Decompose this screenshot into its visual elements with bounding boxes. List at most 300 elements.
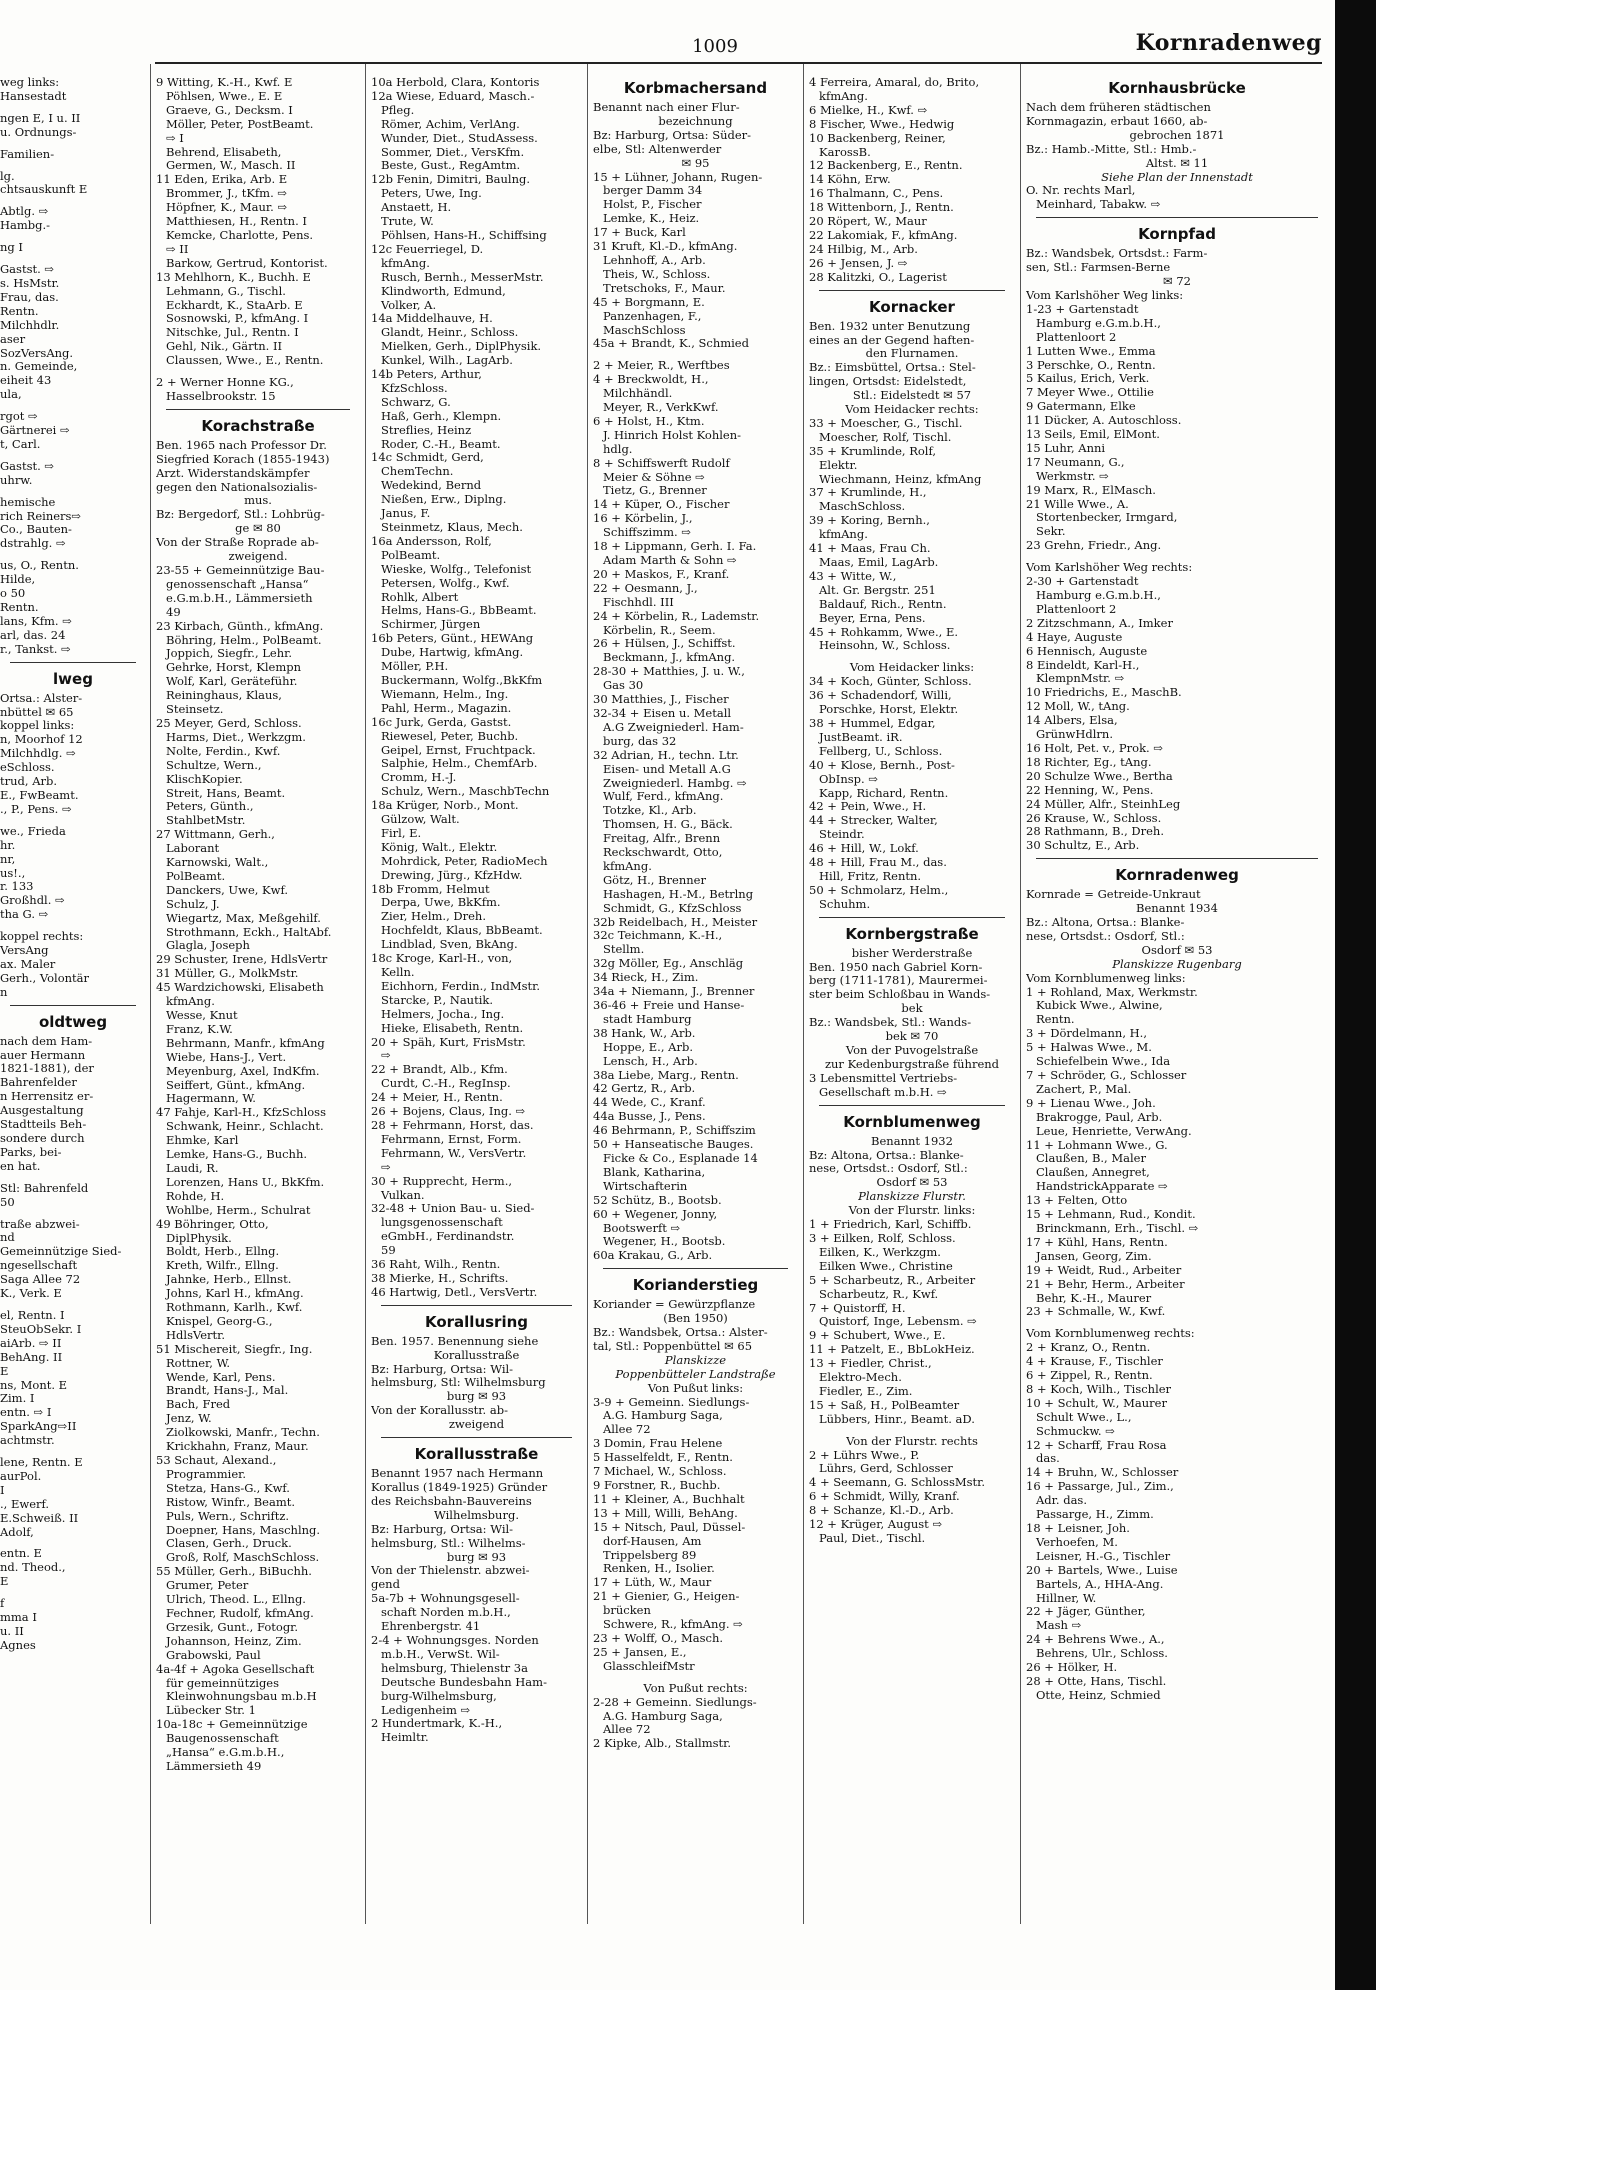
resident-line: Helmers, Jocha., Ing. <box>381 1007 505 1021</box>
spacer <box>0 233 146 241</box>
entry-line: 1821-1881), der <box>0 1062 94 1076</box>
street-note: Vom Heidacker links: <box>849 661 975 675</box>
entry-line: 6 + Schmidt, Willy, Kranf. <box>809 1490 960 1504</box>
entry-line: Ben. 1950 nach Gabriel Korn- <box>809 960 983 974</box>
page-edge-shadow <box>1335 0 1376 1990</box>
entry-line: 20 + Bartels, Wwe., Luise <box>1026 1563 1178 1577</box>
resident-line: Mielken, Gerh., DiplPhysik. <box>381 340 542 354</box>
entry-line: 38 Hank, W., Arb. <box>593 1026 696 1040</box>
entry-line: Gärtnerei ⇨ <box>0 424 70 438</box>
entry-line: 12 + Scharff, Frau Rosa <box>1026 1438 1167 1452</box>
resident-line: Schwank, Heinr., Schlacht. <box>166 1120 324 1134</box>
entry-line: 22 + Oesmann, J., <box>593 581 698 595</box>
entry-line: VersAng <box>0 944 49 958</box>
resident-line: Zachert, P., Mal. <box>1036 1082 1132 1096</box>
entry-line: Bz: Altona, Ortsa.: Blanke- <box>809 1148 964 1162</box>
resident-line: Bach, Fred <box>166 1398 231 1412</box>
resident-line: ⇨ II <box>166 242 189 256</box>
entry-line: 11 + Patzelt, E., BbLokHeiz. <box>809 1343 975 1357</box>
entry-line: 34 Rieck, H., Zim. <box>593 971 699 985</box>
entry-line: 17 + Buck, Karl <box>593 226 686 240</box>
resident-line: Hamburg e.G.m.b.H., <box>1036 316 1161 330</box>
resident-line: Ehrenbergstr. 41 <box>381 1620 481 1634</box>
entry-line: Bahrenfelder <box>0 1076 77 1090</box>
entry-line: 31 Müller, G., MolkMstr. <box>156 967 299 981</box>
resident-line: Meier & Söhne ⇨ <box>603 470 705 484</box>
entry-line: 12 Backenberg, E., Rentn. <box>809 159 963 173</box>
entry-line: Bz: Harburg, Ortsa: Wil- <box>371 1362 514 1376</box>
entry-line: Großhdl. ⇨ <box>0 894 65 908</box>
entry-line: 51 Mischereit, Siegfr., Ing. <box>156 1342 313 1356</box>
resident-line: Derpa, Uwe, BkKfm. <box>381 896 501 910</box>
resident-line: Karnowski, Walt., <box>166 856 269 870</box>
entry-line: 55 Müller, Gerh., BiBuchh. <box>156 1565 312 1579</box>
entry-line: 14c Schmidt, Gerd, <box>371 451 484 465</box>
resident-line: KfzSchloss. <box>381 381 448 395</box>
entry-line: 23 + Wolff, O., Masch. <box>593 1631 724 1645</box>
spacer <box>1026 1319 1328 1327</box>
resident-line: Schuhm. <box>819 897 871 911</box>
entry-line: 46 + Hill, W., Lokf. <box>809 842 919 856</box>
entry-line: Hansestadt <box>0 89 67 103</box>
map-reference: Planskizze <box>664 1353 727 1367</box>
entry-line: 32b Reidelbach, H., Meister <box>593 915 758 929</box>
entry-line: eiheit 43 <box>0 374 52 388</box>
entry-line: elbe, Stl: Altenwerder <box>593 142 722 156</box>
entry-line: Nach dem früheren städtischen <box>1026 101 1211 114</box>
resident-line: Adr. das. <box>1036 1494 1087 1508</box>
map-reference: Planskizze Rugenbarg <box>1112 957 1242 971</box>
entry-line: lg. <box>0 169 15 183</box>
resident-line: lungsgenossenschaft <box>381 1216 503 1230</box>
entry-line: 2-4 + Wohnungsges. Norden <box>371 1633 539 1647</box>
entry-line: 18 Richter, Eg., tAng. <box>1026 755 1152 769</box>
entry-line: 33 + Moescher, G., Tischl. <box>809 416 963 430</box>
resident-line: Maas, Emil, LagArb. <box>819 556 939 569</box>
entry-line: 14b Peters, Arthur, <box>371 368 482 382</box>
entry-line: mma I <box>0 1611 37 1625</box>
entry-line: 3-9 + Gemeinn. Siedlungs- <box>593 1395 750 1409</box>
street-heading: lweg <box>53 669 93 688</box>
entry-line: 12 + Krüger, August ⇨ <box>809 1518 943 1532</box>
street-note: Von der Puvogelstraße <box>845 1044 979 1057</box>
entry-line: Von der Korallusstr. ab- <box>371 1404 508 1418</box>
resident-line: Reckschwardt, Otto, <box>603 846 723 860</box>
entry-line: 10a Herbold, Clara, Kontoris <box>371 76 540 89</box>
entry-line: Frau, das. <box>0 290 59 304</box>
resident-line: DiplPhysik. <box>166 1231 232 1245</box>
section-rule <box>166 409 350 410</box>
entry-line: 16 Thalmann, C., Pens. <box>809 187 944 201</box>
entry-line: Milchhdlr. <box>0 318 60 332</box>
entry-line: 3 Perschke, O., Rentn. <box>1026 358 1156 372</box>
entry-line: hr. <box>0 838 16 852</box>
entry-line: E <box>0 1575 9 1589</box>
entry-line: 60a Krakau, G., Arb. <box>593 1249 713 1263</box>
entry-line: SteuObSekr. I <box>0 1322 82 1336</box>
street-note: Korallusstraße <box>433 1348 520 1362</box>
resident-line: Rusch, Bernh., MesserMstr. <box>381 270 544 284</box>
entry-line: rgot ⇨ <box>0 410 38 424</box>
entry-line: 11 + Lohmann Wwe., G. <box>1026 1138 1168 1152</box>
resident-line: Nießen, Erw., Diplng. <box>381 493 507 507</box>
resident-line: Pahl, Herm., Magazin. <box>381 701 512 715</box>
resident-line: Ficke & Co., Esplanade 14 <box>603 1151 758 1165</box>
entry-line: 10 Backenberg, Reiner, <box>809 131 946 145</box>
resident-line: Schirmer, Jürgen <box>381 618 481 632</box>
resident-line: eGmbH., Ferdinandstr. <box>381 1230 515 1244</box>
resident-line: Wolf, Karl, Geräteführ. <box>166 675 298 689</box>
column-rule <box>587 64 588 1924</box>
entry-line: achtmstr. <box>0 1434 55 1448</box>
map-reference: Siehe Plan der Innenstadt <box>1101 170 1253 184</box>
resident-line: Fehrmann, Ernst, Form. <box>381 1132 522 1146</box>
column-rule <box>803 64 804 1924</box>
resident-line: Totzke, Kl., Arb. <box>603 804 697 818</box>
resident-line: Lämmersieth 49 <box>166 1759 262 1773</box>
section-rule <box>1036 217 1318 218</box>
resident-line: kfmAng. <box>819 528 868 542</box>
entry-line: 22 Lakomiak, F., kfmAng. <box>809 228 958 242</box>
entry-line: Kornmagazin, erbaut 1660, ab- <box>1026 114 1208 128</box>
entry-line: us, O., Rentn. <box>0 559 79 573</box>
resident-line: Glandt, Heinr., Schloss. <box>381 326 519 340</box>
entry-line: 16 Holt, Pet. v., Prok. ⇨ <box>1026 741 1163 755</box>
entry-line: us!., <box>0 866 26 880</box>
resident-line: Plattenloort 2 <box>1036 330 1117 344</box>
resident-line: Freitag, Alfr., Brenn <box>603 832 721 846</box>
entry-line: 10a-18c + Gemeinnützige <box>156 1718 308 1732</box>
resident-line: kfmAng. <box>166 995 215 1009</box>
street-note: ✉ 95 <box>681 156 710 170</box>
entry-line: 13 Mehlhorn, K., Buchh. E <box>156 270 311 284</box>
resident-line: Geipel, Ernst, Fruchtpack. <box>381 743 536 757</box>
entry-line: auer Hermann <box>0 1048 86 1062</box>
entry-line: Vom Karlshöher Weg rechts: <box>1026 561 1193 575</box>
resident-line: das. <box>1036 1452 1060 1466</box>
resident-line: Barkow, Gertrud, Kontorist. <box>166 256 328 270</box>
resident-line: Clasen, Gerh., Druck. <box>166 1537 292 1551</box>
entry-line: s. HsMstr. <box>0 276 60 290</box>
entry-line: Bz.: Wandsbek, Ortsa.: Alster- <box>593 1326 768 1340</box>
resident-line: JustBeamt. iR. <box>819 730 903 744</box>
entry-line: 25 + Jansen, E., <box>593 1645 687 1659</box>
resident-line: Werkmstr. ⇨ <box>1036 469 1109 483</box>
spacer <box>0 104 146 112</box>
entry-line: 31 Kruft, Kl.-D., kfmAng. <box>593 240 738 254</box>
entry-line: 6 + Zippel, R., Rentn. <box>1026 1369 1153 1383</box>
entry-line: 32g Möller, Eg., Anschläg <box>593 957 744 971</box>
entry-line: 22 + Jäger, Günther, <box>1026 1605 1146 1619</box>
resident-line: Steinmetz, Klaus, Mech. <box>381 521 523 534</box>
entry-line: 11 Dücker, A. Autoschloss. <box>1026 414 1182 428</box>
entry-line: 28 Kalitzki, O., Lagerist <box>809 270 947 284</box>
entry-line: 20 + Maskos, F., Kranf. <box>593 567 730 581</box>
entry-line: nbüttel ✉ 65 <box>0 705 74 719</box>
resident-line: Hoppe, E., Arb. <box>603 1040 693 1054</box>
resident-line: Nitschke, Jul., Rentn. I <box>166 326 299 340</box>
entry-line: n. Gemeinde, <box>0 360 78 374</box>
entry-line: ng I <box>0 241 23 255</box>
street-note: Benannt 1932 <box>871 1134 953 1148</box>
resident-line: Möller, P.H. <box>381 660 449 674</box>
resident-line: König, Walt., Elektr. <box>381 840 498 854</box>
entry-line: Co., Bauten- <box>0 523 72 537</box>
entry-line: 2 + Kranz, O., Rentn. <box>1026 1341 1151 1355</box>
resident-line: Leisner, H.-G., Tischler <box>1036 1549 1171 1563</box>
resident-line: Hochfeldt, Klaus, BbBeamt. <box>381 924 543 938</box>
entry-line: 32-34 + Eisen u. Metall <box>593 706 732 720</box>
entry-line: Bz.: Wandsbek, Ortsdst.: Farm- <box>1026 247 1208 261</box>
resident-line: Körbelin, R., Seem. <box>603 623 716 637</box>
resident-line: StahlbetMstr. <box>166 814 246 828</box>
street-note: burg ✉ 93 <box>446 1390 507 1404</box>
section-rule <box>819 290 1005 291</box>
entry-line: 16b Peters, Günt., HEWAng <box>371 632 534 646</box>
resident-line: Hillner, W. <box>1036 1591 1097 1605</box>
entry-line: 44 + Strecker, Walter, <box>809 814 938 828</box>
resident-line: Moescher, Rolf, Tischl. <box>819 430 952 444</box>
resident-line: Trippelsberg 89 <box>603 1548 697 1562</box>
entry-line: 24 Müller, Alfr., SteinhLeg <box>1026 797 1181 811</box>
entry-line: 12c Feuerriegel, D. <box>371 242 484 256</box>
spacer <box>0 1174 146 1182</box>
resident-line: Rentn. <box>1036 1013 1075 1027</box>
column-6 <box>1026 76 1328 1936</box>
resident-line: Ziolkowski, Manfr., Techn. <box>166 1426 320 1440</box>
street-note: Altst. ✉ 11 <box>1145 156 1209 170</box>
resident-line: Rothmann, Karlh., Kwf. <box>166 1301 303 1315</box>
entry-line: E <box>0 1364 9 1378</box>
resident-line: Curdt, C.-H., RegInsp. <box>381 1077 511 1091</box>
resident-line: Schulz, Wern., MaschbTechn <box>381 785 550 799</box>
resident-line: Streflies, Heinz <box>381 423 472 437</box>
column-rule <box>1020 64 1021 1924</box>
entry-line: 9 Gatermann, Elke <box>1026 400 1136 414</box>
entry-line: 4 + Seemann, G. SchlossMstr. <box>809 1476 986 1490</box>
resident-line: Alt. Gr. Bergstr. 251 <box>819 583 936 597</box>
entry-line: 18 + Lippmann, Gerh. I. Fa. <box>593 540 757 554</box>
entry-line: Vom Kornblumenweg rechts: <box>1026 1327 1195 1341</box>
resident-line: KarossB. <box>819 145 871 159</box>
entry-line: 24 + Behrens Wwe., A., <box>1026 1633 1165 1647</box>
entry-line: Bz.: Wandsbek, Stl.: Wands- <box>809 1016 972 1030</box>
resident-line: Brakrogge, Paul, Arb. <box>1036 1110 1163 1124</box>
entry-line: 15 + Lühner, Johann, Rugen- <box>593 170 763 184</box>
entry-line: ula, <box>0 388 22 402</box>
resident-line: MaschSchloss. <box>819 500 906 514</box>
entry-line: 45 + Borgmann, E. <box>593 295 705 309</box>
resident-line: Helms, Hans-G., BbBeamt. <box>381 604 537 618</box>
resident-line: PolBeamt. <box>381 548 441 562</box>
resident-line: Firl, E. <box>381 826 422 840</box>
entry-line: Ben. 1965 nach Professor Dr. <box>156 438 327 452</box>
resident-line: GrünwHdlrn. <box>1036 728 1113 742</box>
entry-line: aurPol. <box>0 1469 42 1483</box>
resident-line: Cromm, H.-J. <box>381 771 457 785</box>
entry-line: Kornrade = Getreide-Unkraut <box>1026 888 1201 902</box>
resident-line: Renken, H., Isolier. <box>603 1562 715 1576</box>
entry-line: t, Carl. <box>0 437 41 451</box>
resident-line: Jenz, W. <box>166 1412 212 1426</box>
resident-line: Claussen, Wwe., E., Rentn. <box>166 354 324 368</box>
entry-line: 30 Matthies, J., Fischer <box>593 693 729 707</box>
resident-line: Theis, W., Schloss. <box>603 267 711 281</box>
resident-line: Elektro-Mech. <box>819 1371 902 1385</box>
resident-line: Jahnke, Herb., Ellnst. <box>166 1273 292 1287</box>
entry-line: 32 Adrian, H., techn. Ltr. <box>593 748 739 762</box>
resident-line: Stetza, Hans-G., Kwf. <box>166 1481 290 1495</box>
entry-line: 6 Mielke, H., Kwf. ⇨ <box>809 103 928 117</box>
column-2 <box>156 76 360 1936</box>
entry-line: 4 Haye, Auguste <box>1026 630 1123 644</box>
entry-line: 5 Hasselfeldt, F., Rentn. <box>593 1451 733 1465</box>
entry-line: 28 + Fehrmann, Horst, das. <box>371 1118 534 1132</box>
street-note: Benannt 1934 <box>1136 902 1218 916</box>
resident-line: Wieske, Wolfg., Telefonist <box>381 562 532 576</box>
entry-line: entn. E <box>0 1547 42 1561</box>
resident-line: Wiebe, Hans-J., Vert. <box>166 1050 287 1064</box>
entry-line: 2 + Werner Honne KG., <box>156 376 294 390</box>
entry-line: 42 Gertz, R., Arb. <box>593 1082 696 1096</box>
resident-line: Franz, K.W. <box>166 1022 233 1036</box>
entry-line: 28 + Otte, Hans, Tischl. <box>1026 1674 1167 1688</box>
street-note: zur Kedenburgstraße führend <box>824 1057 1000 1071</box>
spacer <box>156 368 360 376</box>
resident-line: Lehnhoff, A., Arb. <box>603 253 706 267</box>
resident-line: brücken <box>603 1604 651 1618</box>
entry-line: Vom Kornblumenweg links: <box>1026 971 1186 985</box>
section-rule <box>381 1305 572 1306</box>
entry-line: helmsburg, Stl: Wilhelmsburg <box>371 1376 546 1390</box>
resident-line: Schwarz, G. <box>381 395 451 409</box>
resident-line: Schwere, R., kfmAng. ⇨ <box>603 1618 743 1632</box>
entry-line: Bz.: Eimsbüttel, Ortsa.: Stel- <box>809 361 976 375</box>
entry-line: traße abzwei- <box>0 1217 80 1231</box>
entry-line: 38a Liebe, Marg., Rentn. <box>593 1068 739 1082</box>
entry-line: 45 + Rohkamm, Wwe., E. <box>809 625 959 639</box>
resident-line: Streit, Hans, Beamt. <box>166 786 286 800</box>
entry-line: des Reichsbahn-Bauvereins <box>371 1494 532 1508</box>
resident-line: Kunkel, Wilh., LagArb. <box>381 354 513 368</box>
spacer <box>593 351 798 359</box>
resident-line: Steindr. <box>819 828 865 842</box>
entry-line: 23 + Schmalle, W., Kwf. <box>1026 1305 1166 1319</box>
section-rule <box>1036 858 1318 859</box>
street-note: burg ✉ 93 <box>446 1550 507 1564</box>
resident-line: Janus, F. <box>381 507 431 521</box>
entry-line: 20 + Späh, Kurt, FrisMstr. <box>371 1035 526 1049</box>
spacer <box>0 488 146 496</box>
street-heading: Korachstraße <box>201 416 315 435</box>
resident-line: e.G.m.b.H., Lämmersieth <box>166 591 313 605</box>
street-heading: Kornpfad <box>1138 225 1216 244</box>
resident-line: Verhoefen, M. <box>1036 1535 1118 1549</box>
entry-line: 22 + Brandt, Alb., Kfm. <box>371 1063 508 1077</box>
resident-line: Wohlbe, Herm., Schulrat <box>166 1203 311 1217</box>
entry-line: Rentn. <box>0 601 39 614</box>
entry-line: 7 + Schröder, G., Schlosser <box>1026 1069 1187 1082</box>
map-reference: Poppenbütteler Landstraße <box>615 1367 776 1381</box>
resident-line: A.G. Hamburg Saga, <box>603 1409 723 1423</box>
street-note: bisher Werderstraße <box>851 946 973 960</box>
entry-line: 37 + Krumlinde, H., <box>809 486 927 500</box>
entry-line: 15 + Saß, H., PolBeamter <box>809 1398 960 1412</box>
resident-line: Pöhlsen, Hans-H., Schiffsing <box>381 228 547 242</box>
entry-line: f <box>0 1597 5 1611</box>
entry-line: lene, Rentn. E <box>0 1456 83 1470</box>
resident-line: burg, das 32 <box>603 734 677 748</box>
resident-line: Wirtschafterin <box>603 1179 688 1193</box>
resident-line: Wegener, H., Bootsb. <box>603 1235 726 1249</box>
resident-line: Gesellschaft m.b.H. ⇨ <box>819 1085 947 1099</box>
entry-line: tal, Stl.: Poppenbüttel ✉ 65 <box>593 1339 753 1353</box>
entry-line: 44 Wede, C., Kranf. <box>593 1096 706 1110</box>
spacer <box>0 402 146 410</box>
resident-line: Starcke, P., Nautik. <box>381 993 494 1007</box>
entry-line: 46 Behrmann, P., Schiffszim <box>593 1124 756 1138</box>
resident-line: Germen, W., Masch. II <box>166 159 296 173</box>
resident-line: Vulkan. <box>381 1188 425 1202</box>
resident-line: Drewing, Jürg., KfzHdw. <box>381 868 523 882</box>
resident-line: PolBeamt. <box>166 869 226 883</box>
resident-line: Heinsohn, W., Schloss. <box>819 639 951 653</box>
resident-line: Schulz, J. <box>166 897 220 911</box>
resident-line: Bootswerft ⇨ <box>603 1221 681 1235</box>
entry-line: 28 Rathmann, B., Dreh. <box>1026 825 1164 839</box>
resident-line: Haß, Gerh., Klempn. <box>381 409 502 423</box>
entry-line: Gastst. ⇨ <box>0 263 55 277</box>
resident-line: Petersen, Wolfg., Kwf. <box>381 576 510 590</box>
entry-line: Agnes <box>0 1638 36 1652</box>
entry-line: 3 Lebensmittel Vertriebs- <box>809 1071 958 1085</box>
entry-line: 34a + Niemann, J., Brenner <box>593 985 755 999</box>
street-note: zweigend. <box>228 550 288 564</box>
resident-line: Ledigenheim ⇨ <box>381 1703 471 1717</box>
resident-line: Behrend, Elisabeth, <box>166 145 282 159</box>
resident-line: Laborant <box>166 842 220 856</box>
entry-line: Stl: Bahrenfeld <box>0 1181 89 1195</box>
entry-line: 9 + Schubert, Wwe., E. <box>809 1329 946 1343</box>
resident-line: Harms, Diet., Werkzgm. <box>166 730 306 744</box>
entry-line: 13 Seils, Emil, ElMont. <box>1026 428 1160 442</box>
entry-line: 38 + Hummel, Edgar, <box>809 716 936 730</box>
column-1 <box>0 76 146 1936</box>
entry-line: 7 Meyer Wwe., Ottilie <box>1026 386 1154 400</box>
resident-line: ChemTechn. <box>381 465 454 479</box>
entry-line: E., FwBeamt. <box>0 788 79 802</box>
entry-line: Abtlg. ⇨ <box>0 205 49 219</box>
resident-line: KlischKopier. <box>166 772 243 786</box>
resident-line: dorf-Hausen, Am <box>603 1534 702 1548</box>
section-rule <box>603 1268 788 1269</box>
entry-line: eines an der Gegend haften- <box>809 333 975 347</box>
resident-line: Hamburg e.G.m.b.H., <box>1036 589 1161 602</box>
resident-line: für gemeinnütziges <box>166 1676 280 1690</box>
street-note: ✉ 72 <box>1163 275 1191 289</box>
entry-line: ns, Mont. E <box>0 1378 68 1392</box>
resident-line: Wiemann, Helm., Ing. <box>381 687 509 701</box>
entry-line: rich Reiners⇨ <box>0 509 82 523</box>
resident-line: Stortenbecker, Irmgard, <box>1036 511 1178 525</box>
entry-line: 14 Köhn, Erw. <box>809 173 891 187</box>
entry-line: Familien- <box>0 147 55 161</box>
page-number: 1009 <box>692 36 738 57</box>
resident-line: kfmAng. <box>381 256 430 270</box>
resident-line: Thomsen, H. G., Bäck. <box>603 818 733 832</box>
entry-line: 34 + Koch, Günter, Schloss. <box>809 675 972 689</box>
entry-line: Siegfried Korach (1855-1943) <box>156 452 330 466</box>
